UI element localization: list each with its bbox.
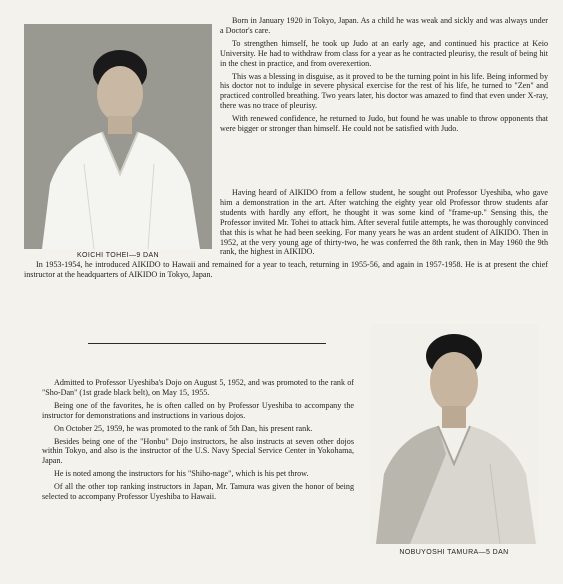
tohei-paragraph: This was a blessing in disguise, as it proved to be the turning point in his life. Being informed by his doctor not to indulge in severe physical exercise for the rest of his life, he turned to "Zen" and practiced controlled breathing. Two years later, his doctor was amazed to find that even under X-ray, there was no trace of pleurisy. [220,71,548,111]
tamura-paragraph: Of all the other top ranking instructors in Japan, Mr. Tamura was given the honor of being selected to accompany Professor Uyeshiba to Hawaii. [42,482,354,502]
tamura-paragraph: He is noted among the instructors for his "Shiho-nage", which is his pet throw. [54,469,309,479]
tamura-biography-column [42,378,354,505]
tamura-paragraph: On October 25, 1959, he was promoted to the rank of 5th Dan, his present rank. [54,423,313,433]
section-divider [88,343,326,344]
tohei-photo-caption: KOICHI TOHEI—9 DAN [76,252,159,259]
tohei-paragraph: Having heard of AIKIDO from a fellow student, he sought out Professor Uyeshiba, who gave him a demonstration in the art. After watching the eighty year old Professor throw students afar students with hardly any effort, he thought it was some kind of "frame-up." Sensing this, the Professor invited Mr. Tohei to attack him. After several futile attempts, he was thoroughly convinced that this is what he had been seeking. For many years he was an ardent student of AIKIDO. Then in 1952, at the very young age of thirty-two, he was conferred the 8th rank, then in May 1960 the 9th rank, the highest in AIKIDO. [220,188,548,257]
tohei-paragraph: With renewed confidence, he returned to Judo, but found he was unable to throw opponents that were bigger or stronger than himself. He could not be satisfied with Judo. [220,114,548,134]
tohei-biography-continued [24,188,548,283]
tamura-paragraph: Besides being one of the "Honbu" Dojo instructors, he also instructs at seven other dojos within Tokyo, and also is the instructor of the U.S. Navy Special Service Center in Yokohama, Japan. [42,436,354,466]
tohei-paragraph: To strengthen himself, he took up Judo at an early age, and continued his practice at Keio University. He had to withdraw from class for a year as he contracted pleurisy, the result of being hit in the chest in practice, and from overexertion. [220,38,548,68]
tamura-photo-caption: NOBUYOSHI TAMURA—5 DAN [399,549,509,556]
tamura-portrait-photo [370,324,538,544]
tohei-biography-column [220,16,548,137]
tamura-paragraph: Admitted to Professor Uyeshiba's Dojo on August 5, 1952, and was promoted to the rank of "Sho-Dan" (1st grade black belt), on May 15, 1955. [42,378,354,397]
tamura-paragraph: Being one of the favorites, he is often called on by Professor Uyeshiba to accompany the instructor for demonstrations and instructions in various dojos. [42,400,354,420]
tohei-paragraph: In 1953-1954, he introduced AIKIDO to Hawaii and remained for a year to teach, returning in 1955-56, and again in 1957-1958. He is at present the chief instructor at the headquarters of AIKIDO in Tokyo, Japan. [24,260,548,280]
tohei-paragraph: Born in January 1920 in Tokyo, Japan. As a child he was weak and sickly and was always under a Doctor's care. [220,16,548,35]
